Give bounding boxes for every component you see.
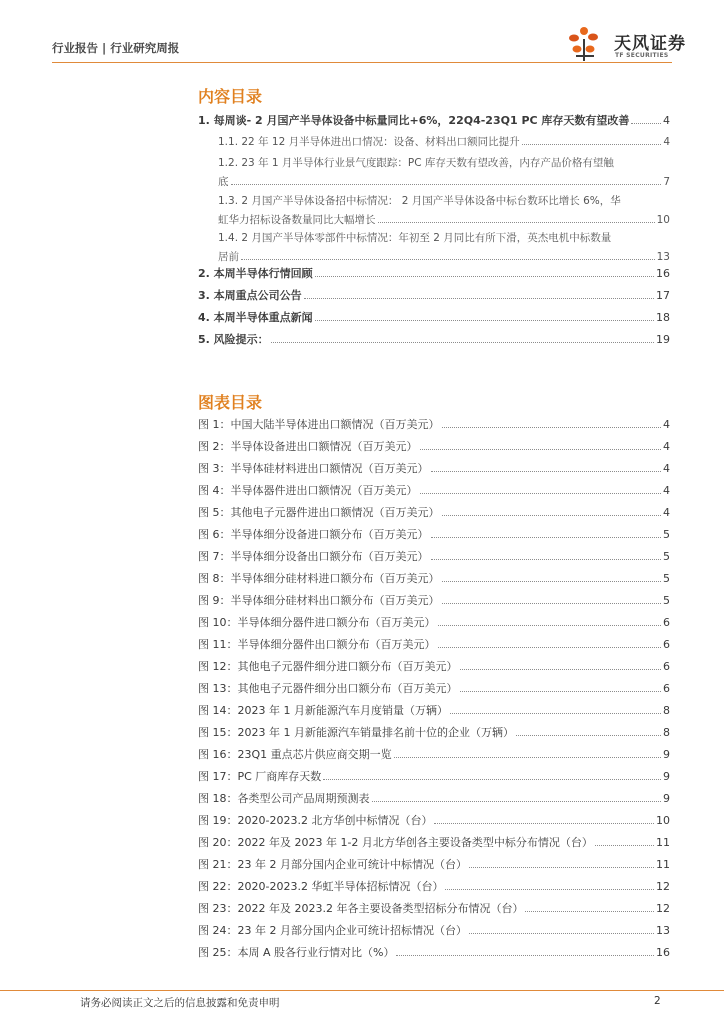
figure-entry[interactable] bbox=[198, 855, 670, 874]
figure-entry-title: 图 10：半导体细分器件进口额分布（百万美元） bbox=[198, 616, 436, 629]
figure-entry-title: 图 1：中国大陆半导体进出口额情况（百万美元） bbox=[198, 418, 440, 431]
contents-title: 内容目录 bbox=[198, 87, 263, 106]
toc-entry-1-2[interactable]: 1.2. 23 年 1 月半导体行业景气度跟踪：PC 库存天数有望改善，内存产品价格有望触 底 7 bbox=[218, 157, 670, 188]
toc-entry-3[interactable]: 3. 本周重点公司公告 17 bbox=[198, 289, 670, 302]
figure-entry-title: 图 25：本周 A 股各行业行情对比（%） bbox=[198, 946, 395, 959]
figure-entry[interactable] bbox=[198, 811, 670, 830]
header-divider bbox=[52, 62, 672, 63]
flower-logo-icon bbox=[566, 25, 610, 65]
figure-entry-title: 图 6：半导体细分设备进口额分布（百万美元） bbox=[198, 528, 429, 541]
figure-entry-title: 图 11：半导体细分器件出口额分布（百万美元） bbox=[198, 638, 436, 651]
figure-entry-title: 图 4：半导体器件进出口额情况（百万美元） bbox=[198, 484, 418, 497]
figure-entry-page: 8 bbox=[663, 726, 670, 739]
figure-entry[interactable] bbox=[198, 525, 670, 544]
dot-leader bbox=[445, 889, 654, 890]
figure-entry[interactable] bbox=[198, 679, 670, 698]
figure-entry[interactable] bbox=[198, 569, 670, 588]
dot-leader bbox=[460, 669, 662, 670]
disclaimer-note: 请务必阅读正文之后的信息披露和免责申明 bbox=[80, 997, 280, 1009]
figure-entry[interactable] bbox=[198, 877, 670, 896]
footer-divider bbox=[0, 990, 724, 991]
figure-entry[interactable] bbox=[198, 833, 670, 852]
figure-entry-page: 5 bbox=[663, 572, 670, 585]
figure-entry[interactable] bbox=[198, 547, 670, 566]
dot-leader bbox=[431, 559, 662, 560]
figure-entry-page: 5 bbox=[663, 550, 670, 563]
figure-entry-title: 图 5：其他电子元器件进出口额情况（百万美元） bbox=[198, 506, 440, 519]
figure-entry[interactable] bbox=[198, 657, 670, 676]
company-logo bbox=[566, 25, 706, 65]
figure-entry-page: 4 bbox=[663, 462, 670, 475]
dot-leader bbox=[372, 801, 662, 802]
figure-entry-title: 图 12：其他电子元器件细分进口额分布（百万美元） bbox=[198, 660, 458, 673]
dot-leader bbox=[420, 493, 662, 494]
figure-entry-title: 图 22：2020-2023.2 华虹半导体招标情况（台） bbox=[198, 880, 444, 893]
logo-english-name: TF SECURITIES bbox=[615, 52, 669, 59]
dot-leader bbox=[469, 867, 654, 868]
figure-entry-title: 图 2：半导体设备进出口额情况（百万美元） bbox=[198, 440, 418, 453]
dot-leader bbox=[434, 823, 654, 824]
figure-entry-page: 6 bbox=[663, 682, 670, 695]
figure-entry-title: 图 14：2023 年 1 月新能源汽车月度销量（万辆） bbox=[198, 704, 448, 717]
dot-leader bbox=[431, 471, 662, 472]
dot-leader bbox=[323, 779, 661, 780]
figure-entry[interactable] bbox=[198, 767, 670, 786]
figure-entry-page: 9 bbox=[663, 770, 670, 783]
figure-entry[interactable] bbox=[198, 701, 670, 720]
toc-entry-2[interactable]: 2. 本周半导体行情回顾 16 bbox=[198, 267, 670, 280]
dot-leader bbox=[525, 911, 654, 912]
figure-entry-page: 13 bbox=[656, 924, 670, 937]
figure-entry-page: 5 bbox=[663, 528, 670, 541]
figure-entry-page: 12 bbox=[656, 902, 670, 915]
toc-entry-1[interactable]: 1. 每周谈- 2 月国产半导体设备中标量同比+6%，22Q4-23Q1 PC 库存天数有望改善 4 bbox=[198, 114, 670, 127]
figure-entry[interactable] bbox=[198, 921, 670, 940]
figure-entry-page: 6 bbox=[663, 660, 670, 673]
toc-entry-4[interactable]: 4. 本周半导体重点新闻 18 bbox=[198, 311, 670, 324]
figure-entry-title: 图 3：半导体硅材料进出口额情况（百万美元） bbox=[198, 462, 429, 475]
toc-entry-1-4[interactable]: 1.4. 2 月国产半导体零部件中标情况：年初至 2 月同比有所下滑，英杰电机中标数量 居前 13 bbox=[218, 232, 670, 263]
figure-entry-page: 12 bbox=[656, 880, 670, 893]
dot-leader bbox=[396, 955, 654, 956]
figure-entry-page: 4 bbox=[663, 506, 670, 519]
dot-leader bbox=[420, 449, 662, 450]
dot-leader bbox=[442, 515, 662, 516]
dot-leader bbox=[438, 647, 662, 648]
toc-entry-5[interactable]: 5. 风险提示： 19 bbox=[198, 333, 670, 346]
dot-leader bbox=[438, 625, 662, 626]
dot-leader bbox=[431, 537, 662, 538]
dot-leader bbox=[460, 691, 662, 692]
header-label: 行业报告 | 行业研究周报 bbox=[52, 41, 180, 55]
figure-entry[interactable] bbox=[198, 415, 670, 434]
figure-entry-page: 9 bbox=[663, 792, 670, 805]
figure-entry-page: 8 bbox=[663, 704, 670, 717]
figure-entry-page: 4 bbox=[663, 484, 670, 497]
page-number: 2 bbox=[654, 995, 661, 1007]
figure-entry-page: 4 bbox=[663, 418, 670, 431]
figure-entry[interactable] bbox=[198, 437, 670, 456]
figure-entry[interactable] bbox=[198, 481, 670, 500]
figure-entry-title: 图 16：23Q1 重点芯片供应商交期一览 bbox=[198, 748, 392, 761]
dot-leader bbox=[595, 845, 654, 846]
figure-entry[interactable] bbox=[198, 943, 670, 962]
figure-entry-title: 图 23：2022 年及 2023.2 年各主要设备类型招标分布情况（台） bbox=[198, 902, 524, 915]
figure-entry[interactable] bbox=[198, 723, 670, 742]
figure-entry-title: 图 7：半导体细分设备出口额分布（百万美元） bbox=[198, 550, 429, 563]
figure-entry-title: 图 21：23 年 2 月部分国内企业可统计中标情况（台） bbox=[198, 858, 467, 871]
figure-entry-page: 6 bbox=[663, 638, 670, 651]
figure-entry-page: 10 bbox=[656, 814, 670, 827]
figure-entry-page: 5 bbox=[663, 594, 670, 607]
figure-entry-title: 图 20：2022 年及 2023 年 1-2 月北方华创各主要设备类型中标分布情况（台） bbox=[198, 836, 593, 849]
figure-entry-title: 图 17：PC 厂商库存天数 bbox=[198, 770, 322, 783]
toc-entry-1-3[interactable]: 1.3. 2 月国产半导体设备招中标情况： 2 月国产半导体设备中标台数环比增长 6%，华 虹华力招标设备数量同比大幅增长 10 bbox=[218, 195, 670, 226]
figure-entry-page: 11 bbox=[656, 836, 670, 849]
figure-entry-page: 6 bbox=[663, 616, 670, 629]
dot-leader bbox=[442, 603, 662, 604]
figure-entry[interactable] bbox=[198, 591, 670, 610]
dot-leader bbox=[450, 713, 661, 714]
figure-entry-page: 4 bbox=[663, 440, 670, 453]
figure-entry-title: 图 15：2023 年 1 月新能源汽车销量排名前十位的企业（万辆） bbox=[198, 726, 514, 739]
figure-entry[interactable] bbox=[198, 745, 670, 764]
figure-entry-title: 图 13：其他电子元器件细分出口额分布（百万美元） bbox=[198, 682, 458, 695]
figure-entry[interactable] bbox=[198, 635, 670, 654]
figure-entry-title: 图 19：2020-2023.2 北方华创中标情况（台） bbox=[198, 814, 433, 827]
toc-entry-1-1[interactable]: 1.1. 22 年 12 月半导体进出口情况：设备、材料出口额同比提升 4 bbox=[218, 136, 670, 148]
figure-entry-page: 16 bbox=[656, 946, 670, 959]
figure-entry-title: 图 24：23 年 2 月部分国内企业可统计招标情况（台） bbox=[198, 924, 467, 937]
figure-entry-title: 图 18：各类型公司产品周期预测表 bbox=[198, 792, 370, 805]
figure-entry-page: 9 bbox=[663, 748, 670, 761]
figure-entry[interactable] bbox=[198, 789, 670, 808]
dot-leader bbox=[516, 735, 661, 736]
figure-entry[interactable] bbox=[198, 503, 670, 522]
dot-leader bbox=[394, 757, 661, 758]
dot-leader bbox=[442, 427, 662, 428]
logo-chinese-name: 天风证券 bbox=[614, 34, 686, 54]
figure-entry[interactable] bbox=[198, 899, 670, 918]
figures-title: 图表目录 bbox=[198, 393, 263, 412]
figure-entry-page: 11 bbox=[656, 858, 670, 871]
dot-leader bbox=[442, 581, 662, 582]
dot-leader bbox=[469, 933, 654, 934]
figure-entry-title: 图 9：半导体细分硅材料出口额分布（百万美元） bbox=[198, 594, 440, 607]
figure-entry[interactable] bbox=[198, 613, 670, 632]
figure-entry[interactable] bbox=[198, 459, 670, 478]
figure-entry-title: 图 8：半导体细分硅材料进口额分布（百万美元） bbox=[198, 572, 440, 585]
